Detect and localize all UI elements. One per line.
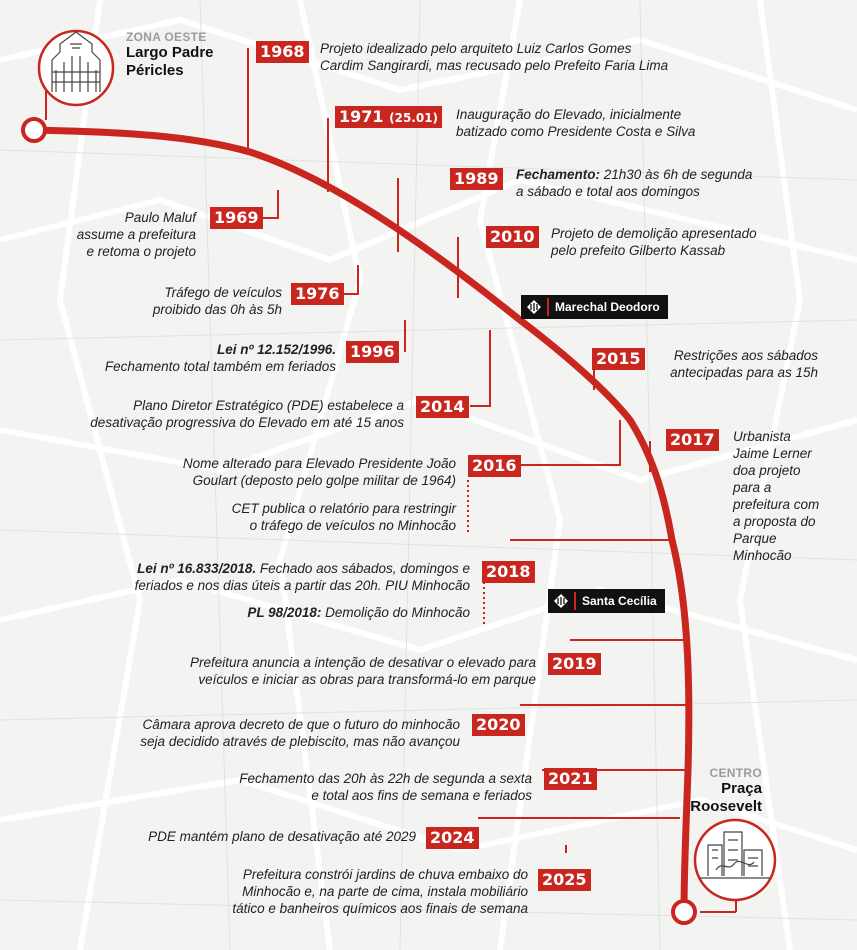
year-value: 1971	[339, 107, 384, 126]
place-west	[126, 30, 214, 80]
event-2016-cet-text	[150, 500, 456, 534]
event-line: prefeitura com	[733, 497, 820, 512]
event-line: Inauguração do Elevado, inicialmente	[456, 107, 682, 122]
year-label-2010: 2010	[486, 226, 539, 248]
event-1976-text	[100, 284, 282, 318]
year-label-2019: 2019	[548, 653, 601, 675]
event-line: Goulart (deposto pelo golpe militar de 1964)	[192, 473, 456, 488]
place-name-line1: Praça	[721, 780, 762, 797]
event-line: Prefeitura anuncia a intenção de desativar o elevado para	[190, 655, 536, 670]
event-line: a proposta do	[733, 514, 816, 529]
event-line: Parque	[733, 531, 777, 546]
year-label-1969: 1969	[210, 207, 263, 229]
year-label-1968: 1968	[256, 41, 309, 63]
year-label-2020: 2020	[472, 714, 525, 736]
event-1996-text	[50, 341, 336, 375]
metro-station-marechal-deodoro	[521, 295, 668, 319]
event-line: Paulo Maluf	[124, 210, 196, 225]
event-2019-text	[120, 654, 536, 688]
station-label: Santa Cecília	[582, 594, 657, 608]
event-line: Fechamento das 20h às 22h de segunda a sexta	[239, 771, 532, 786]
event-line: para a	[733, 480, 772, 495]
event-line: feriados e nos dias úteis a partir das 20h. PIU Minhocão	[134, 578, 470, 593]
route-start-node	[23, 119, 45, 141]
dotted-connectors	[468, 480, 484, 625]
metro-icon	[554, 594, 568, 608]
event-line: doa projeto	[733, 463, 801, 478]
event-2025-text	[180, 866, 528, 917]
event-line	[160, 604, 470, 621]
event-2024-text	[60, 828, 416, 845]
metro-station-santa-cecilia	[548, 589, 665, 613]
event-2018-pl-text	[160, 604, 470, 621]
event-line: Projeto idealizado pelo arquiteto Luiz Carlos Gomes	[320, 41, 632, 56]
event-1971-text	[456, 106, 695, 140]
place-name-line1: Largo Padre	[126, 44, 214, 61]
event-line	[60, 560, 470, 577]
year-label-1976: 1976	[291, 283, 344, 305]
event-2017-text	[733, 428, 819, 564]
station-divider	[574, 592, 576, 610]
event-line: o tráfego de veículos no Minhocão	[249, 518, 456, 533]
event-line: assume a prefeitura	[76, 227, 196, 242]
year-label-2018: 2018	[482, 561, 535, 583]
zone-label: ZONA OESTE	[126, 30, 207, 44]
year-date: (25.01)	[389, 111, 439, 125]
event-line: Plano Diretor Estratégico (PDE) estabelece a	[133, 398, 404, 413]
event-2015-text	[650, 347, 818, 381]
event-bold: Lei nº 16.833/2018.	[137, 561, 257, 576]
event-line: Fechamento total também em feriados	[104, 359, 336, 374]
event-line: seja decidido através de plebiscito, mas não avançou	[140, 734, 460, 749]
year-label-2015: 2015	[592, 348, 645, 370]
event-text: Fechado aos sábados, domingos e	[256, 561, 470, 576]
year-label-1989: 1989	[450, 168, 503, 190]
year-label-2021: 2021	[544, 768, 597, 790]
event-line: a sábado e total aos domingos	[516, 184, 700, 199]
event-bold: PL 98/2018:	[247, 605, 322, 620]
event-2021-text	[160, 770, 532, 804]
praca-roosevelt-illustration	[695, 820, 775, 900]
year-label-2017: 2017	[666, 429, 719, 451]
event-line: antecipadas para as 15h	[670, 365, 818, 380]
event-2010-text	[551, 225, 757, 259]
year-label-1996: 1996	[346, 341, 399, 363]
event-line: Prefeitura constrói jardins de chuva embaixo do	[242, 867, 528, 882]
event-2018-text	[60, 560, 470, 594]
place-name-line2: Péricles	[126, 62, 184, 79]
event-line: PDE mantém plano de desativação até 2029	[148, 829, 416, 844]
event-2014-text	[70, 397, 404, 431]
event-line: e retoma o projeto	[86, 244, 196, 259]
year-label-1971	[335, 106, 442, 128]
event-line: Nome alterado para Elevado Presidente João	[182, 456, 456, 471]
event-line: desativação progressiva do Elevado em até 15 anos	[90, 415, 404, 430]
event-1969-text	[60, 209, 196, 260]
event-line: batizado como Presidente Costa e Silva	[456, 124, 696, 139]
event-2016-text	[130, 455, 456, 489]
event-bold: Fechamento:	[516, 167, 601, 182]
event-1989-text	[516, 166, 752, 200]
event-line: e total aos fins de semana e feriados	[311, 788, 532, 803]
event-2020-text	[80, 716, 460, 750]
year-label-2014: 2014	[416, 396, 469, 418]
event-line: Minhocão	[733, 548, 792, 563]
largo-padre-pericles-illustration	[39, 31, 113, 105]
event-line	[516, 166, 752, 183]
metro-icon	[527, 300, 541, 314]
event-line: Tráfego de veículos	[164, 285, 282, 300]
event-line: Minhocão e, na parte de cima, instala mobiliário	[242, 884, 528, 899]
event-line: veículos e iniciar as obras para transformá-lo em parque	[198, 672, 536, 687]
event-line: tático e banheiros químicos aos finais de semana	[232, 901, 528, 916]
event-bold: Lei nº 12.152/1996.	[216, 342, 336, 357]
zone-label: CENTRO	[709, 766, 762, 780]
event-1968-text	[320, 40, 668, 74]
event-text: 21h30 às 6h de segunda	[600, 167, 753, 182]
event-line: Restrições aos sábados	[673, 348, 818, 363]
place-name-line2: Roosevelt	[690, 798, 762, 815]
route-end-node	[673, 901, 695, 923]
event-line: Câmara aprova decreto de que o futuro do minhocão	[142, 717, 460, 732]
event-line: CET publica o relatório para restringir	[231, 501, 456, 516]
station-label: Marechal Deodoro	[555, 300, 660, 314]
event-line: Jaime Lerner	[733, 446, 812, 461]
event-line: Projeto de demolição apresentado	[551, 226, 757, 241]
event-line: Cardim Sangirardi, mas recusado pelo Prefeito Faria Lima	[320, 58, 669, 73]
event-line: Urbanista	[733, 429, 791, 444]
place-center	[686, 766, 762, 816]
year-label-2016: 2016	[468, 455, 521, 477]
year-label-2025: 2025	[538, 869, 591, 891]
year-label-2024: 2024	[426, 827, 479, 849]
event-text: Demolição do Minhocão	[321, 605, 470, 620]
station-divider	[547, 298, 549, 316]
event-line: pelo prefeito Gilberto Kassab	[551, 243, 726, 258]
event-line: proibido das 0h às 5h	[152, 302, 282, 317]
